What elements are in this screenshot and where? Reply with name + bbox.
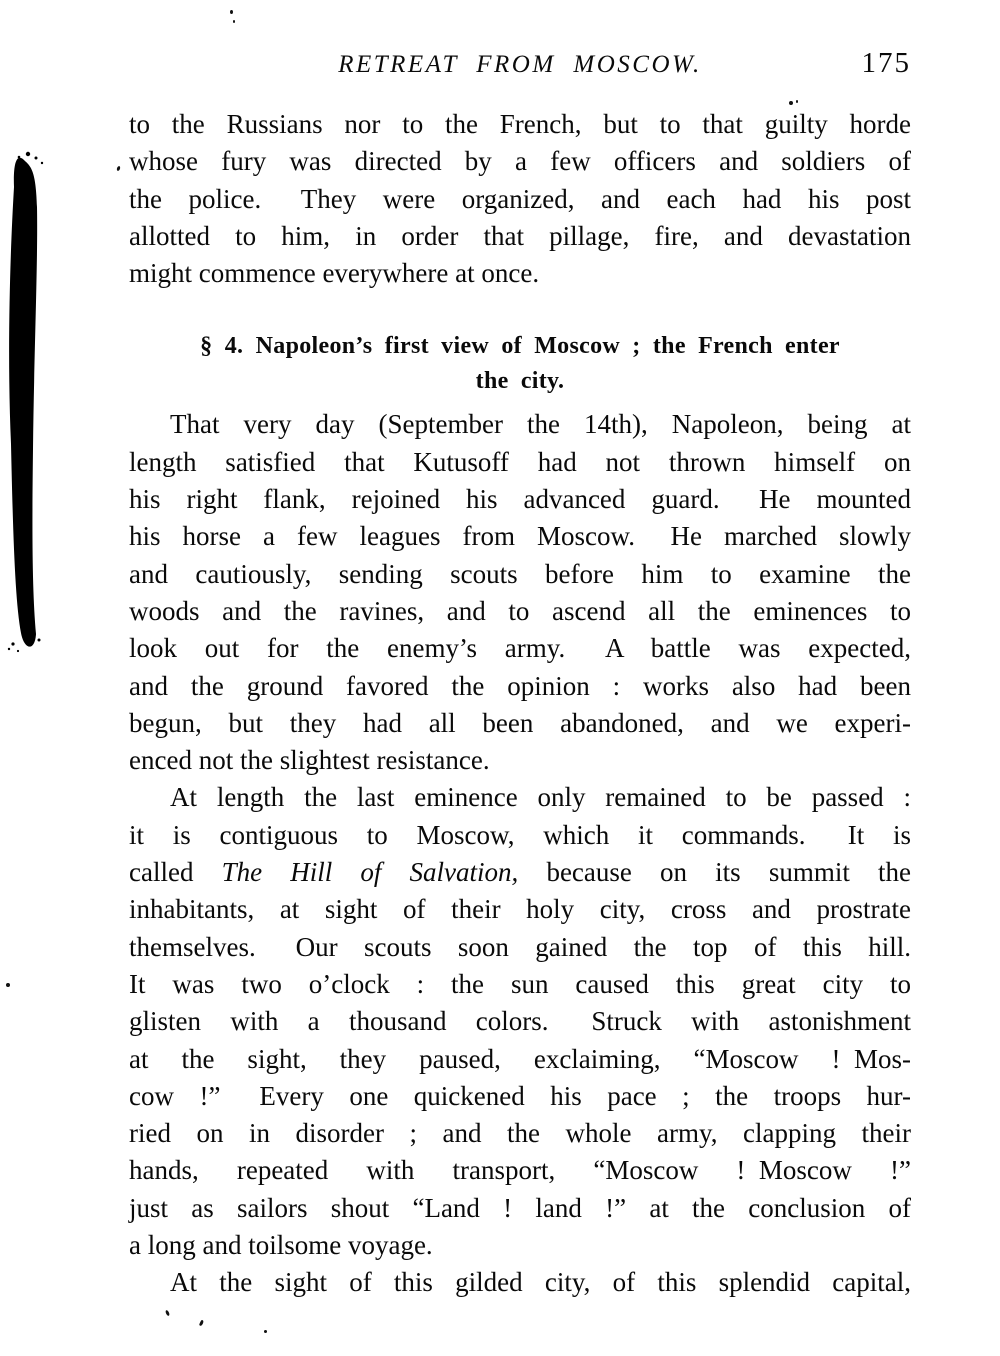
ink-speck [233,20,235,23]
text-segment: called [129,857,222,888]
text-line: his horse a few leagues from Moscow. He marched slowly [129,521,911,552]
page-number: 175 [861,47,911,79]
text-line: the police. They were organized, and each had his post [129,183,911,214]
text-segment: because on its summit the [518,857,911,888]
text-line: woods and the ravines, and to ascend all the eminences to [129,595,911,626]
text-line: hands, repeated with transport, “Moscow ! Moscow !” [129,1155,911,1186]
ink-speck [264,1330,267,1333]
text-line: begun, but they had all been abandoned, and we experi- [129,707,911,738]
italic-phrase: The Hill of Salvation, [221,857,519,888]
section-heading [145,329,895,399]
text-line: inhabitants, at sight of their holy city, cross and prostrate [129,894,911,925]
text-line: a long and toilsome voyage. [129,1230,433,1261]
ink-speck [6,983,10,987]
text-line [129,854,911,891]
text-line: look out for the enemy’s army. A battle was expected, [129,633,911,664]
text-line: it is contiguous to Moscow, which it commands. It is [129,819,911,850]
text-line: and cautiously, sending scouts before him to examine the [129,558,911,589]
ink-speck [230,10,233,14]
text-line: themselves. Our scouts soon gained the top of this hill. [129,931,911,962]
text-line: length satisfied that Kutusoff had not thrown himself on [129,446,911,477]
text-line: ried on in disorder ; and the whole army, clapping their [129,1118,911,1149]
text-line: enced not the slightest resistance. [129,745,490,776]
ink-speck [116,166,121,172]
ink-speck [165,1310,170,1317]
ink-blot-artifact [4,149,48,654]
text-line: allotted to him, in order that pillage, fire, and devastation [129,220,911,251]
page-text [129,106,911,1302]
text-line: and the ground favored the opinion : works also had been [129,670,911,701]
paragraph [129,106,911,292]
text-line: whose fury was directed by a few officers and soldiers of [129,146,911,177]
text-line: might commence everywhere at once. [129,258,540,289]
text-line: his right flank, rejoined his advanced guard. He mounted [129,484,911,515]
paragraph [129,406,911,779]
text-column [129,47,911,1302]
text-line: just as sailors shout “Land ! land !” at the conclusion of [129,1192,911,1223]
paragraph [129,779,911,1264]
text-line: cow !” Every one quickened his pace ; the troops hur- [129,1080,911,1111]
text-line: glisten with a thousand colors. Struck with astonishment [129,1006,911,1037]
text-line: It was two o’clock : the sun caused this great city to [129,968,911,999]
text-line: At the sight of this gilded city, of this splendid capital, [170,1267,911,1298]
text-line: to the Russians nor to the French, but to that guilty horde [129,109,911,139]
running-header: RETREAT FROM MOSCOW. [338,51,702,78]
text-line: That very day (September the 14th), Napoleon, being at [170,409,911,440]
ink-speck [199,1320,204,1327]
page-header [129,47,911,80]
text-line: At length the last eminence only remained to be passed : [170,782,911,813]
heading-line: the city. [475,368,565,395]
paragraph [129,1264,911,1301]
heading-line: § 4. Napoleon’s first view of Moscow ; the French enter [200,333,840,360]
text-line: at the sight, they paused, exclaiming, “Moscow ! Mos- [129,1043,911,1074]
